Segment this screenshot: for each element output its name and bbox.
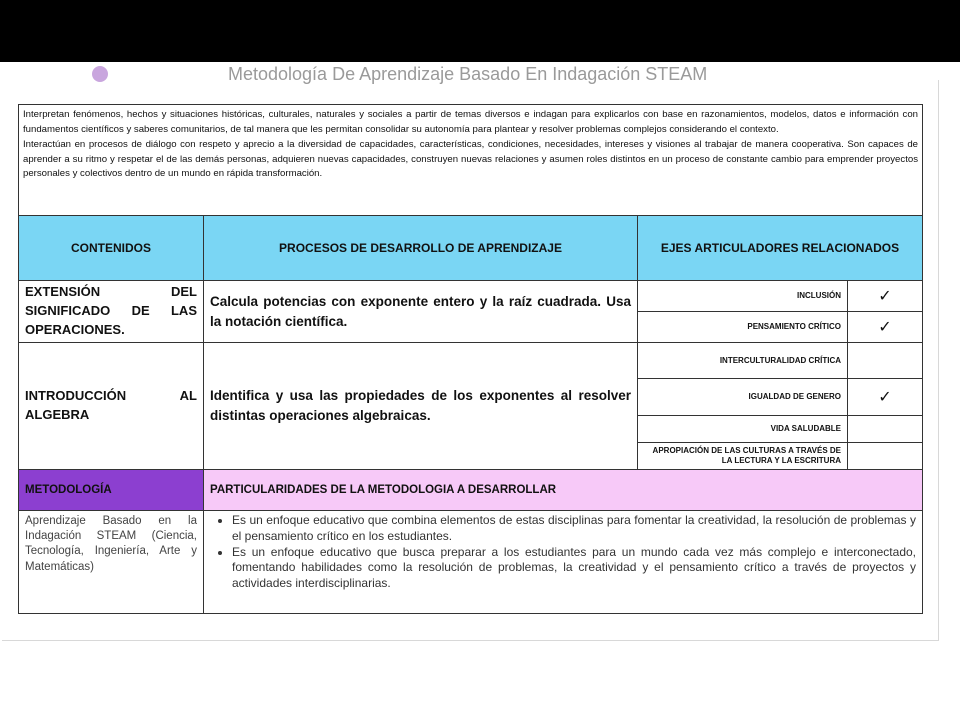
eje-pensamiento-critico: PENSAMIENTO CRÍTICO <box>638 312 848 343</box>
intro-paragraph-1: Interpretan fenómenos, hechos y situaciones históricas, culturales, naturales y sociales a partir de temas diversos e indagan para explicarlos con base en razonamientos, modelos, datos e información con fundamentos científicos y saberes comunitarios, de tal manera que les permitan consolidar su autonomía para plantear y resolver problemas complejos considerando el contexto. <box>23 109 918 135</box>
contenido-2: INTRODUCCIÓN AL ALGEBRA <box>19 343 204 470</box>
top-bar <box>0 0 960 62</box>
eje-vida-saludable: VIDA SALUDABLE <box>638 416 848 443</box>
metodologia-descripcion <box>204 511 923 614</box>
eje-inclusion: INCLUSIÓN <box>638 281 848 312</box>
list-item: • Es un enfoque educativo que combina elementos de estas disciplinas para fomentar la creatividad, la resolución de problemas y el pensamiento crítico en los estudiantes. <box>232 513 916 545</box>
metodologia-nombre: Aprendizaje Basado en la Indagación STEAM (Ciencia, Tecnología, Ingeniería, Arte y Matemáticas) <box>19 511 204 614</box>
check-cell-empty <box>848 443 923 470</box>
document-header-title: Metodología De Aprendizaje Basado En Indagación STEAM <box>228 64 708 84</box>
header-contenidos: CONTENIDOS <box>19 216 204 281</box>
intro-cell <box>19 105 923 216</box>
check-cell-empty <box>848 416 923 443</box>
eje-igualdad-genero: IGUALDAD DE GENERO <box>638 379 848 416</box>
eje-interculturalidad: INTERCULTURALIDAD CRÍTICA <box>638 343 848 379</box>
header-procesos: PROCESOS DE DESARROLLO DE APRENDIZAJE <box>204 216 638 281</box>
metodologia-label: METODOLOGÍA <box>19 470 204 511</box>
eje-apropiacion-culturas: APROPIACIÓN DE LAS CULTURAS A TRAVÉS DE LA LECTURA Y LA ESCRITURA <box>638 443 848 470</box>
proceso-2: Identifica y usa las propiedades de los exponentes al resolver distintas operaciones algebraicas. <box>204 343 638 470</box>
planning-table <box>18 104 923 614</box>
header-logo-icon <box>92 66 108 82</box>
bullet-list <box>208 513 916 592</box>
list-item: • Es un enfoque educativo que busca preparar a los estudiantes para un mundo cada vez más complejo e interconectado, fomentando habilidades como la resolución de problemas, la creatividad y el pensamiento crítico a través de proyectos y actividades interdisciplinarias. <box>232 545 916 592</box>
check-cell-empty <box>848 343 923 379</box>
metodologia-header: PARTICULARIDADES DE LA METODOLOGIA A DESARROLLAR <box>204 470 923 511</box>
check-icon: ✓ <box>848 281 923 312</box>
proceso-1: Calcula potencias con exponente entero y la raíz cuadrada. Usa la notación científica. <box>204 281 638 343</box>
check-icon: ✓ <box>848 312 923 343</box>
contenido-1: EXTENSIÓN DEL SIGNIFICADO DE LAS OPERACIONES. <box>19 281 204 343</box>
check-icon: ✓ <box>848 379 923 416</box>
header-ejes: EJES ARTICULADORES RELACIONADOS <box>638 216 923 281</box>
intro-paragraph-2: Interactúan en procesos de diálogo con respeto y aprecio a la diversidad de capacidades, características, condiciones, necesidades, intereses y visiones al trabajar de manera cooperativa. Son capaces de aprender a su ritmo y respetar el de las demás personas, adquieren nuevas capacidades, construyen nuevas relaciones y asumen roles distintos en un proceso de constante cambio para emprender proyectos personales y colectivos dentro de un mundo en rápida transformación. <box>23 138 918 180</box>
